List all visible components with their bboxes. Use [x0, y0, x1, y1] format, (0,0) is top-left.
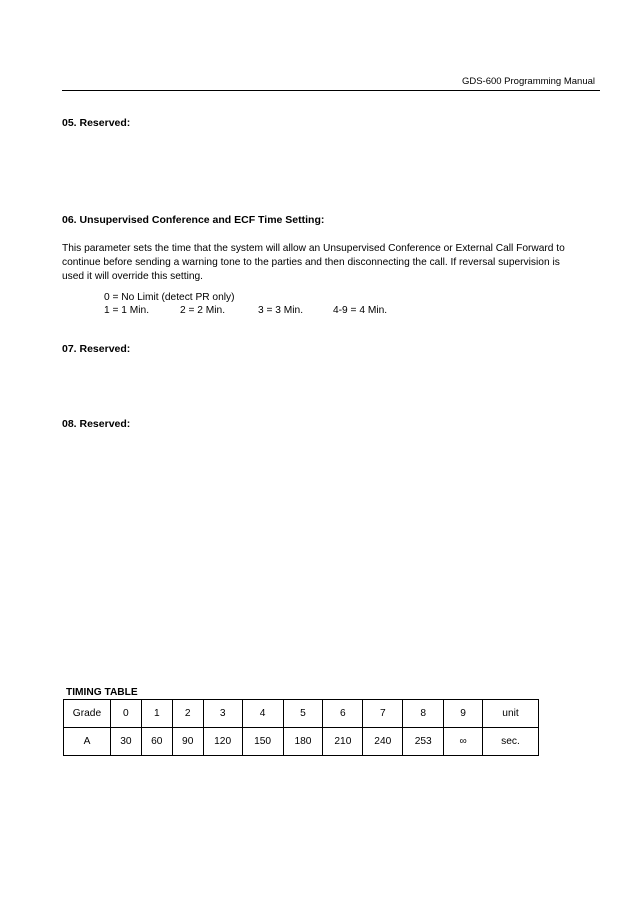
- paragraph-line-1: This parameter sets the time that the system will allow an Unsupervised Conference or External Call Forward to: [62, 243, 565, 254]
- table-cell: 6: [323, 700, 363, 728]
- timing-data-row: [64, 728, 539, 756]
- timing-table-title: TIMING TABLE: [66, 687, 138, 698]
- option-4-min: 4-9 = 4 Min.: [333, 305, 388, 316]
- table-cell: sec.: [483, 728, 539, 756]
- paragraph-line-2: continue before sending a warning tone to the parties and then disconnecting the call. If reversal supervision is: [62, 257, 560, 268]
- section-05-heading: 05. Reserved:: [62, 117, 131, 129]
- table-cell: 60: [141, 728, 172, 756]
- table-cell: 8: [403, 700, 444, 728]
- table-cell: 7: [363, 700, 403, 728]
- table-cell: 9: [444, 700, 483, 728]
- table-cell: 5: [283, 700, 323, 728]
- table-cell: 240: [363, 728, 403, 756]
- section-07-heading: 07. Reserved:: [62, 343, 131, 355]
- table-cell: 180: [283, 728, 323, 756]
- table-cell: 1: [141, 700, 172, 728]
- table-cell: 3: [203, 700, 242, 728]
- table-cell: 90: [172, 728, 203, 756]
- section-08-heading: 08. Reserved:: [62, 418, 131, 430]
- infinity-cell: ∞: [444, 728, 483, 756]
- table-cell: 120: [203, 728, 242, 756]
- option-1-min: 1 = 1 Min.: [104, 305, 150, 316]
- table-cell: 253: [403, 728, 444, 756]
- section-06-paragraph: [62, 242, 602, 284]
- timing-table: [63, 699, 539, 756]
- table-cell: A: [64, 728, 111, 756]
- table-cell: 2: [172, 700, 203, 728]
- option-no-limit: 0 = No Limit (detect PR only): [104, 292, 235, 303]
- header-title: GDS-600 Programming Manual: [461, 76, 595, 87]
- table-cell: Grade: [64, 700, 111, 728]
- table-cell: unit: [483, 700, 539, 728]
- header-rule: [62, 90, 600, 91]
- table-cell: 30: [110, 728, 141, 756]
- table-cell: 0: [110, 700, 141, 728]
- timing-header-row: [64, 700, 539, 728]
- options-row: [104, 305, 387, 316]
- section-06-heading: 06. Unsupervised Conference and ECF Time Setting:: [62, 214, 325, 226]
- option-2-min: 2 = 2 Min.: [180, 305, 226, 316]
- table-cell: 150: [242, 728, 283, 756]
- table-cell: 4: [242, 700, 283, 728]
- paragraph-line-3: used it will override this setting.: [62, 271, 203, 282]
- option-3-min: 3 = 3 Min.: [258, 305, 304, 316]
- table-cell: 210: [323, 728, 363, 756]
